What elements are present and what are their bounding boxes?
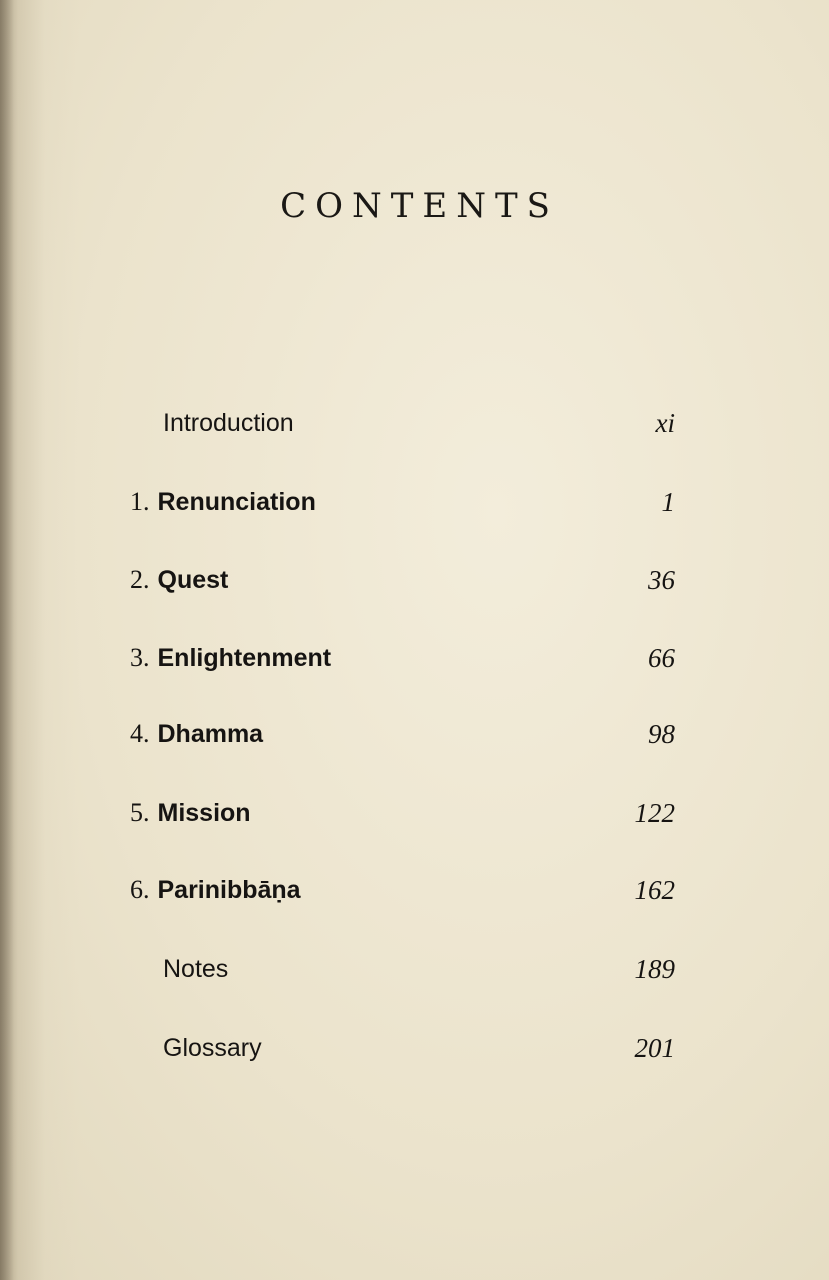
toc-entry bbox=[130, 563, 675, 597]
toc-entry-name: Mission bbox=[157, 799, 251, 827]
toc-entry bbox=[130, 873, 675, 907]
toc-entry bbox=[130, 952, 675, 986]
toc-entry-page: 122 bbox=[634, 798, 675, 828]
toc-entry-page: 189 bbox=[634, 954, 675, 984]
toc-entry-label bbox=[130, 796, 251, 830]
toc-entry-label bbox=[130, 873, 301, 907]
toc-entry-number: 4. bbox=[130, 719, 150, 748]
toc-entry-name: Parinibbāṇa bbox=[157, 876, 301, 904]
toc-entry-label: Glossary bbox=[163, 1034, 262, 1062]
toc-entry-name: Quest bbox=[157, 566, 229, 594]
toc-entry bbox=[130, 485, 675, 519]
toc-entry bbox=[130, 796, 675, 830]
toc-entry-label bbox=[130, 717, 263, 751]
toc-entry-number: 6. bbox=[130, 875, 150, 904]
toc-entry-page: xi bbox=[655, 408, 675, 438]
toc-entry-label: Notes bbox=[163, 955, 229, 983]
toc-entry bbox=[130, 717, 675, 751]
toc-entry bbox=[130, 1031, 675, 1065]
toc-entry-page: 1 bbox=[661, 487, 675, 517]
toc-entry-label bbox=[130, 485, 316, 519]
toc-entry-page: 201 bbox=[634, 1033, 675, 1063]
toc-entry-name: Renunciation bbox=[157, 488, 316, 516]
toc-entry bbox=[130, 641, 675, 675]
toc-entry-name: Dhamma bbox=[157, 720, 264, 748]
toc-entry-label bbox=[130, 563, 228, 597]
toc-entry-number: 3. bbox=[130, 643, 150, 672]
toc-entry bbox=[130, 406, 675, 440]
toc-entry-number: 1. bbox=[130, 487, 150, 516]
toc-entry-label: Introduction bbox=[163, 409, 294, 437]
toc-entry-page: 36 bbox=[648, 565, 675, 595]
toc-entry-number: 2. bbox=[130, 565, 150, 594]
toc-entry-page: 66 bbox=[648, 643, 675, 673]
toc-entry-name: Enlightenment bbox=[157, 644, 332, 672]
toc-entry-label bbox=[130, 641, 331, 675]
page-title: CONTENTS bbox=[280, 186, 559, 226]
toc-entry-page: 98 bbox=[648, 719, 675, 749]
toc-entry-number: 5. bbox=[130, 798, 150, 827]
toc-entry-page: 162 bbox=[634, 875, 675, 905]
